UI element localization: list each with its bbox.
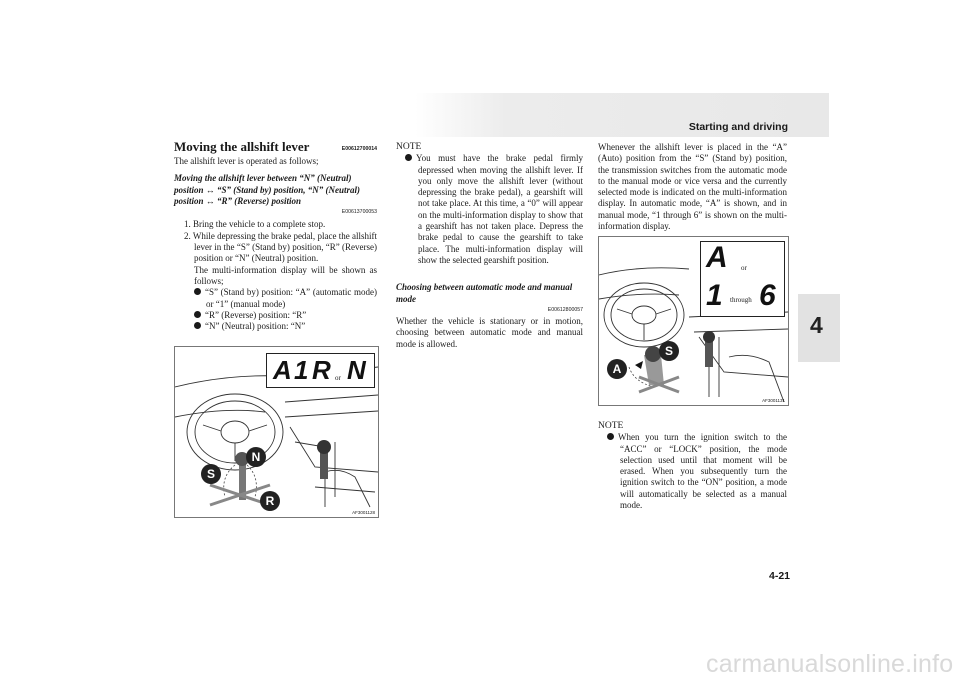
bullet-icon bbox=[194, 311, 201, 318]
lever-label-r: R bbox=[265, 494, 275, 508]
bullet-item: “N” (Neutral) position: “N” bbox=[174, 321, 377, 332]
mode-display-figure bbox=[598, 236, 789, 406]
lever-label-n: N bbox=[251, 450, 261, 464]
bullet-item: “S” (Stand by) position: “A” (automatic mode) or “1” (manual mode) bbox=[174, 287, 377, 310]
display-callout bbox=[700, 241, 785, 317]
page-title: Moving the allshift lever E00612700014 bbox=[174, 139, 377, 154]
section-title: Starting and driving bbox=[688, 121, 788, 133]
bullet-icon bbox=[194, 322, 201, 329]
left-column bbox=[174, 139, 377, 332]
subheading: Moving the allshift lever between “N” (Neutral) position ↔ “S” (Stand by) position, “N” (Neutral) position ↔ “R” (Reverse) position bbox=[174, 173, 361, 206]
chapter-tab bbox=[798, 294, 840, 362]
right-column bbox=[598, 142, 787, 232]
display-char-n: N bbox=[347, 355, 369, 385]
display-char-r: R bbox=[312, 355, 334, 385]
subheading-code: E00612800057 bbox=[547, 306, 583, 313]
note-heading: NOTE bbox=[598, 421, 624, 431]
right-note bbox=[598, 421, 787, 511]
bullet-icon bbox=[194, 288, 201, 295]
step-2-note: The multi-information display will be shown as follows; bbox=[194, 264, 377, 286]
subheading: Choosing between automatic mode and manual mode bbox=[396, 282, 573, 304]
bullet-icon bbox=[607, 433, 614, 440]
subheading-code: E00613700053 bbox=[341, 209, 377, 216]
figure-id: AF3001131 bbox=[762, 398, 785, 403]
display-callout bbox=[266, 353, 375, 388]
bullet-icon bbox=[405, 154, 412, 161]
note-heading: NOTE bbox=[396, 142, 422, 152]
intro-text: The allshift lever is operated as follows; bbox=[174, 156, 319, 166]
lever-display-figure bbox=[174, 346, 379, 518]
middle-column bbox=[396, 142, 583, 350]
or-label: or bbox=[335, 374, 341, 382]
body-paragraph: Whenever the allshift lever is placed in the “A” (Auto) position from the “S” (Stand by) position, the transmission switches from the automatic mode to the manual mode or vice versa and the currently selected mode is indicated on the multi-information display. In automatic mode, “A” is shown, and in manual mode, “1 through 6” is shown on the multi-information display. bbox=[598, 142, 787, 232]
or-label: or bbox=[741, 264, 747, 272]
display-char-1: 1 bbox=[706, 279, 726, 312]
display-char-a: A bbox=[706, 241, 731, 274]
arrow-icon bbox=[635, 361, 643, 369]
display-char-1: 1 bbox=[294, 355, 312, 385]
title-code: E00612700014 bbox=[341, 146, 377, 152]
watermark: carmanualsonline.info bbox=[706, 650, 954, 678]
chapter-tab-number: 4 bbox=[810, 312, 823, 338]
step-2: 2. While depressing the brake pedal, place the allshift lever in the “S” (Stand by) position, “R” (Reverse) position or “N” (Neutral) position. bbox=[184, 230, 377, 264]
note-item: You must have the brake pedal firmly depressed when moving the allshift lever. If you only move the allshift lever (without depressing the brake pedal), a gearshift will not take place. At this time, a “0” will appear on the multi-information display to show that a gearshift has not taken place. Depress the brake pedal to cause the gearshift to take place. The multi-information display will show the selected gearshift position. bbox=[396, 153, 583, 266]
display-char-a: A bbox=[273, 355, 295, 385]
body-paragraph: Whether the vehicle is stationary or in motion, choosing between automatic mode and manual mode is allowed. bbox=[396, 316, 583, 349]
bullet-item: “R” (Reverse) position: “R” bbox=[174, 310, 377, 321]
lever-label-a: A bbox=[612, 362, 622, 376]
through-label: through bbox=[730, 296, 752, 304]
lever-label-s: S bbox=[206, 467, 216, 481]
page-number: 4-21 bbox=[769, 570, 791, 582]
figure-id: AF3001128 bbox=[352, 510, 375, 515]
display-char-6: 6 bbox=[759, 279, 779, 312]
lever-label-s: S bbox=[664, 344, 674, 358]
step-1: 1. Bring the vehicle to a complete stop. bbox=[184, 219, 326, 230]
note-item: When you turn the ignition switch to the “ACC” or “LOCK” position, the mode selection used until that moment will be erased. When you subsequently turn the ignition switch to the “ON” position, a mode will automatically be selected as a manual mode. bbox=[598, 432, 787, 511]
